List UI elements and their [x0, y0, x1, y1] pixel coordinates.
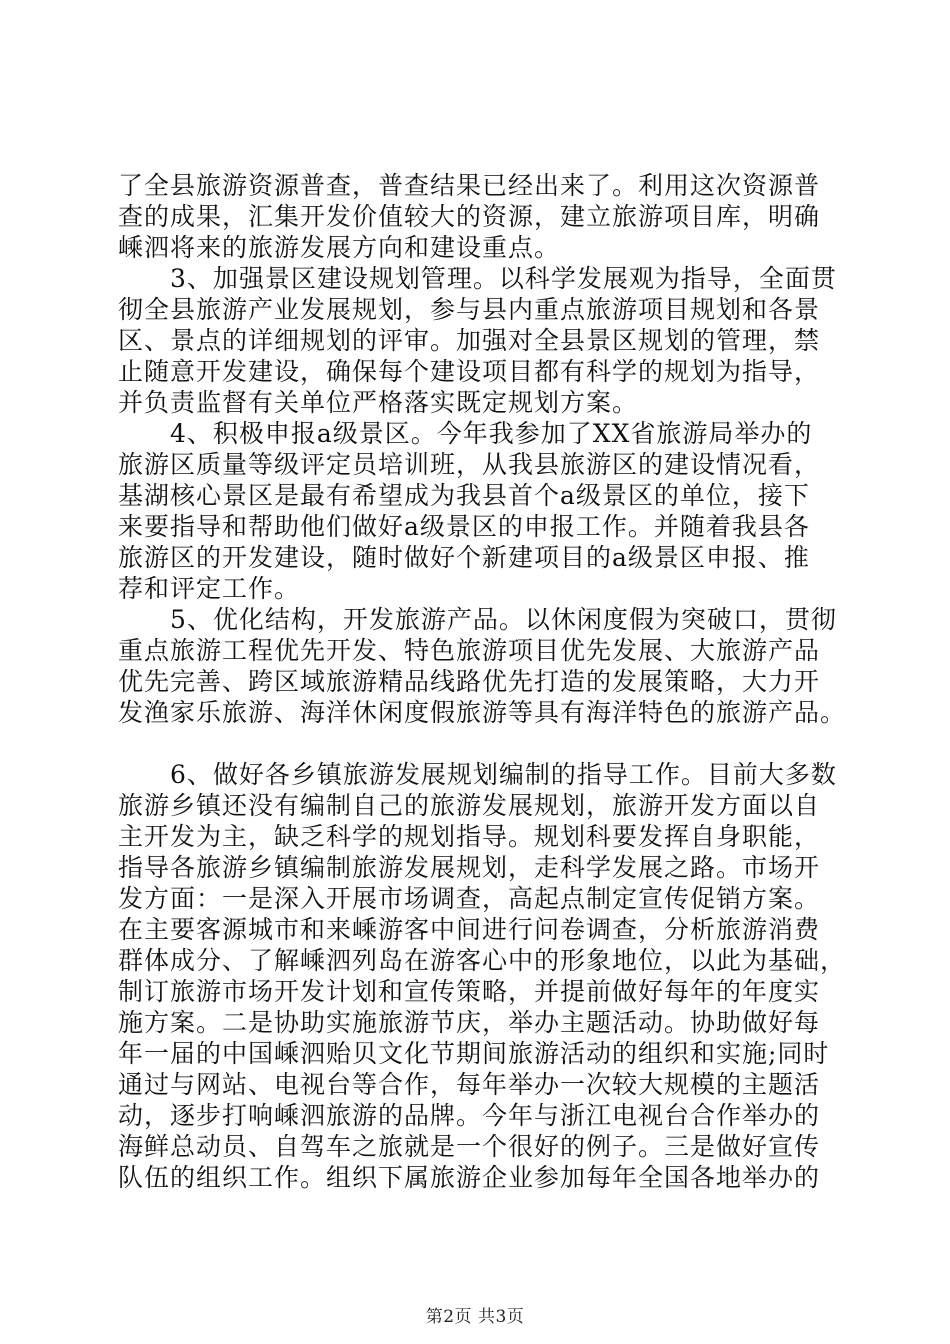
text-line: 发方面：一是深入开展市场调查，高起点制定宣传促销方案。: [118, 884, 821, 913]
text-line: 施方案。二是协助实施旅游节庆，举办主题活动。协助做好每: [118, 1008, 821, 1037]
text-line: 3、加强景区建设规划管理。以科学发展观为指导，全面贯: [118, 264, 837, 293]
text-line: 了全县旅游资源普查，普查结果已经出来了。利用这次资源普: [118, 171, 821, 200]
text-line: 旅游乡镇还没有编制自己的旅游发展规划，旅游开发方面以自: [118, 791, 821, 820]
text-line: 制订旅游市场开发计划和宣传策略，并提前做好每年的年度实: [118, 977, 821, 1006]
text-line: 查的成果，汇集开发价值较大的资源，建立旅游项目库，明确: [118, 202, 821, 231]
text-line: 来要指导和帮助他们做好a级景区的申报工作。并随着我县各: [118, 512, 810, 541]
text-line: 群体成分、了解嵊泗列岛在游客心中的形象地位，以此为基础，: [118, 946, 847, 975]
text-line: 旅游区的开发建设，随时做好个新建项目的a级景区申报、推: [118, 543, 810, 572]
page-footer: 第2页 共3页: [425, 1307, 525, 1327]
text-line: 年一届的中国嵊泗贻贝文化节期间旅游活动的组织和实施;同时: [118, 1039, 830, 1068]
text-line: 海鲜总动员、自驾车之旅就是一个很好的例子。三是做好宣传: [118, 1132, 821, 1161]
text-line: 主开发为主，缺乏科学的规划指导。规划科要发挥自身职能，: [118, 822, 821, 851]
text-line: 基湖核心景区是最有希望成为我县首个a级景区的单位，接下: [118, 481, 810, 510]
document-body: [118, 170, 847, 1193]
text-line: 重点旅游工程优先开发、特色旅游项目优先发展、大旅游产品: [118, 636, 821, 665]
text-line: 通过与网站、电视台等合作，每年举办一次较大规模的主题活: [118, 1070, 821, 1099]
text-line: 6、做好各乡镇旅游发展规划编制的指导工作。目前大多数: [118, 760, 837, 789]
text-line: 发渔家乐旅游、海洋休闲度假旅游等具有海洋特色的旅游产品。: [118, 698, 847, 727]
text-line: 队伍的组织工作。组织下属旅游企业参加每年全国各地举办的: [118, 1163, 821, 1192]
text-line: 优先完善、跨区域旅游精品线路优先打造的发展策略，大力开: [118, 667, 821, 696]
text-line: 4、积极申报a级景区。今年我参加了XX省旅游局举办的: [118, 419, 813, 448]
text-line: 动，逐步打响嵊泗旅游的品牌。今年与浙江电视台合作举办的: [118, 1101, 821, 1130]
text-line: 指导各旅游乡镇编制旅游发展规划，走科学发展之路。市场开: [118, 853, 821, 882]
text-line: 区、景点的详细规划的评审。加强对全县景区规划的管理，禁: [118, 326, 821, 355]
text-line: 嵊泗将来的旅游发展方向和建设重点。: [118, 233, 561, 262]
text-line: 在主要客源城市和来嵊游客中间进行问卷调查，分析旅游消费: [118, 915, 821, 944]
text-line: 旅游区质量等级评定员培训班，从我县旅游区的建设情况看，: [118, 450, 821, 479]
text-line: 荐和评定工作。: [118, 574, 301, 603]
text-line: 并负责监督有关单位严格落实既定规划方案。: [118, 388, 639, 417]
text-line: 彻全县旅游产业发展规划，参与县内重点旅游项目规划和各景: [118, 295, 821, 324]
text-line: 止随意开发建设，确保每个建设项目都有科学的规划为指导，: [118, 357, 821, 386]
text-line: 5、优化结构，开发旅游产品。以休闲度假为突破口，贯彻: [118, 605, 837, 634]
paragraph-gap: [118, 728, 838, 759]
